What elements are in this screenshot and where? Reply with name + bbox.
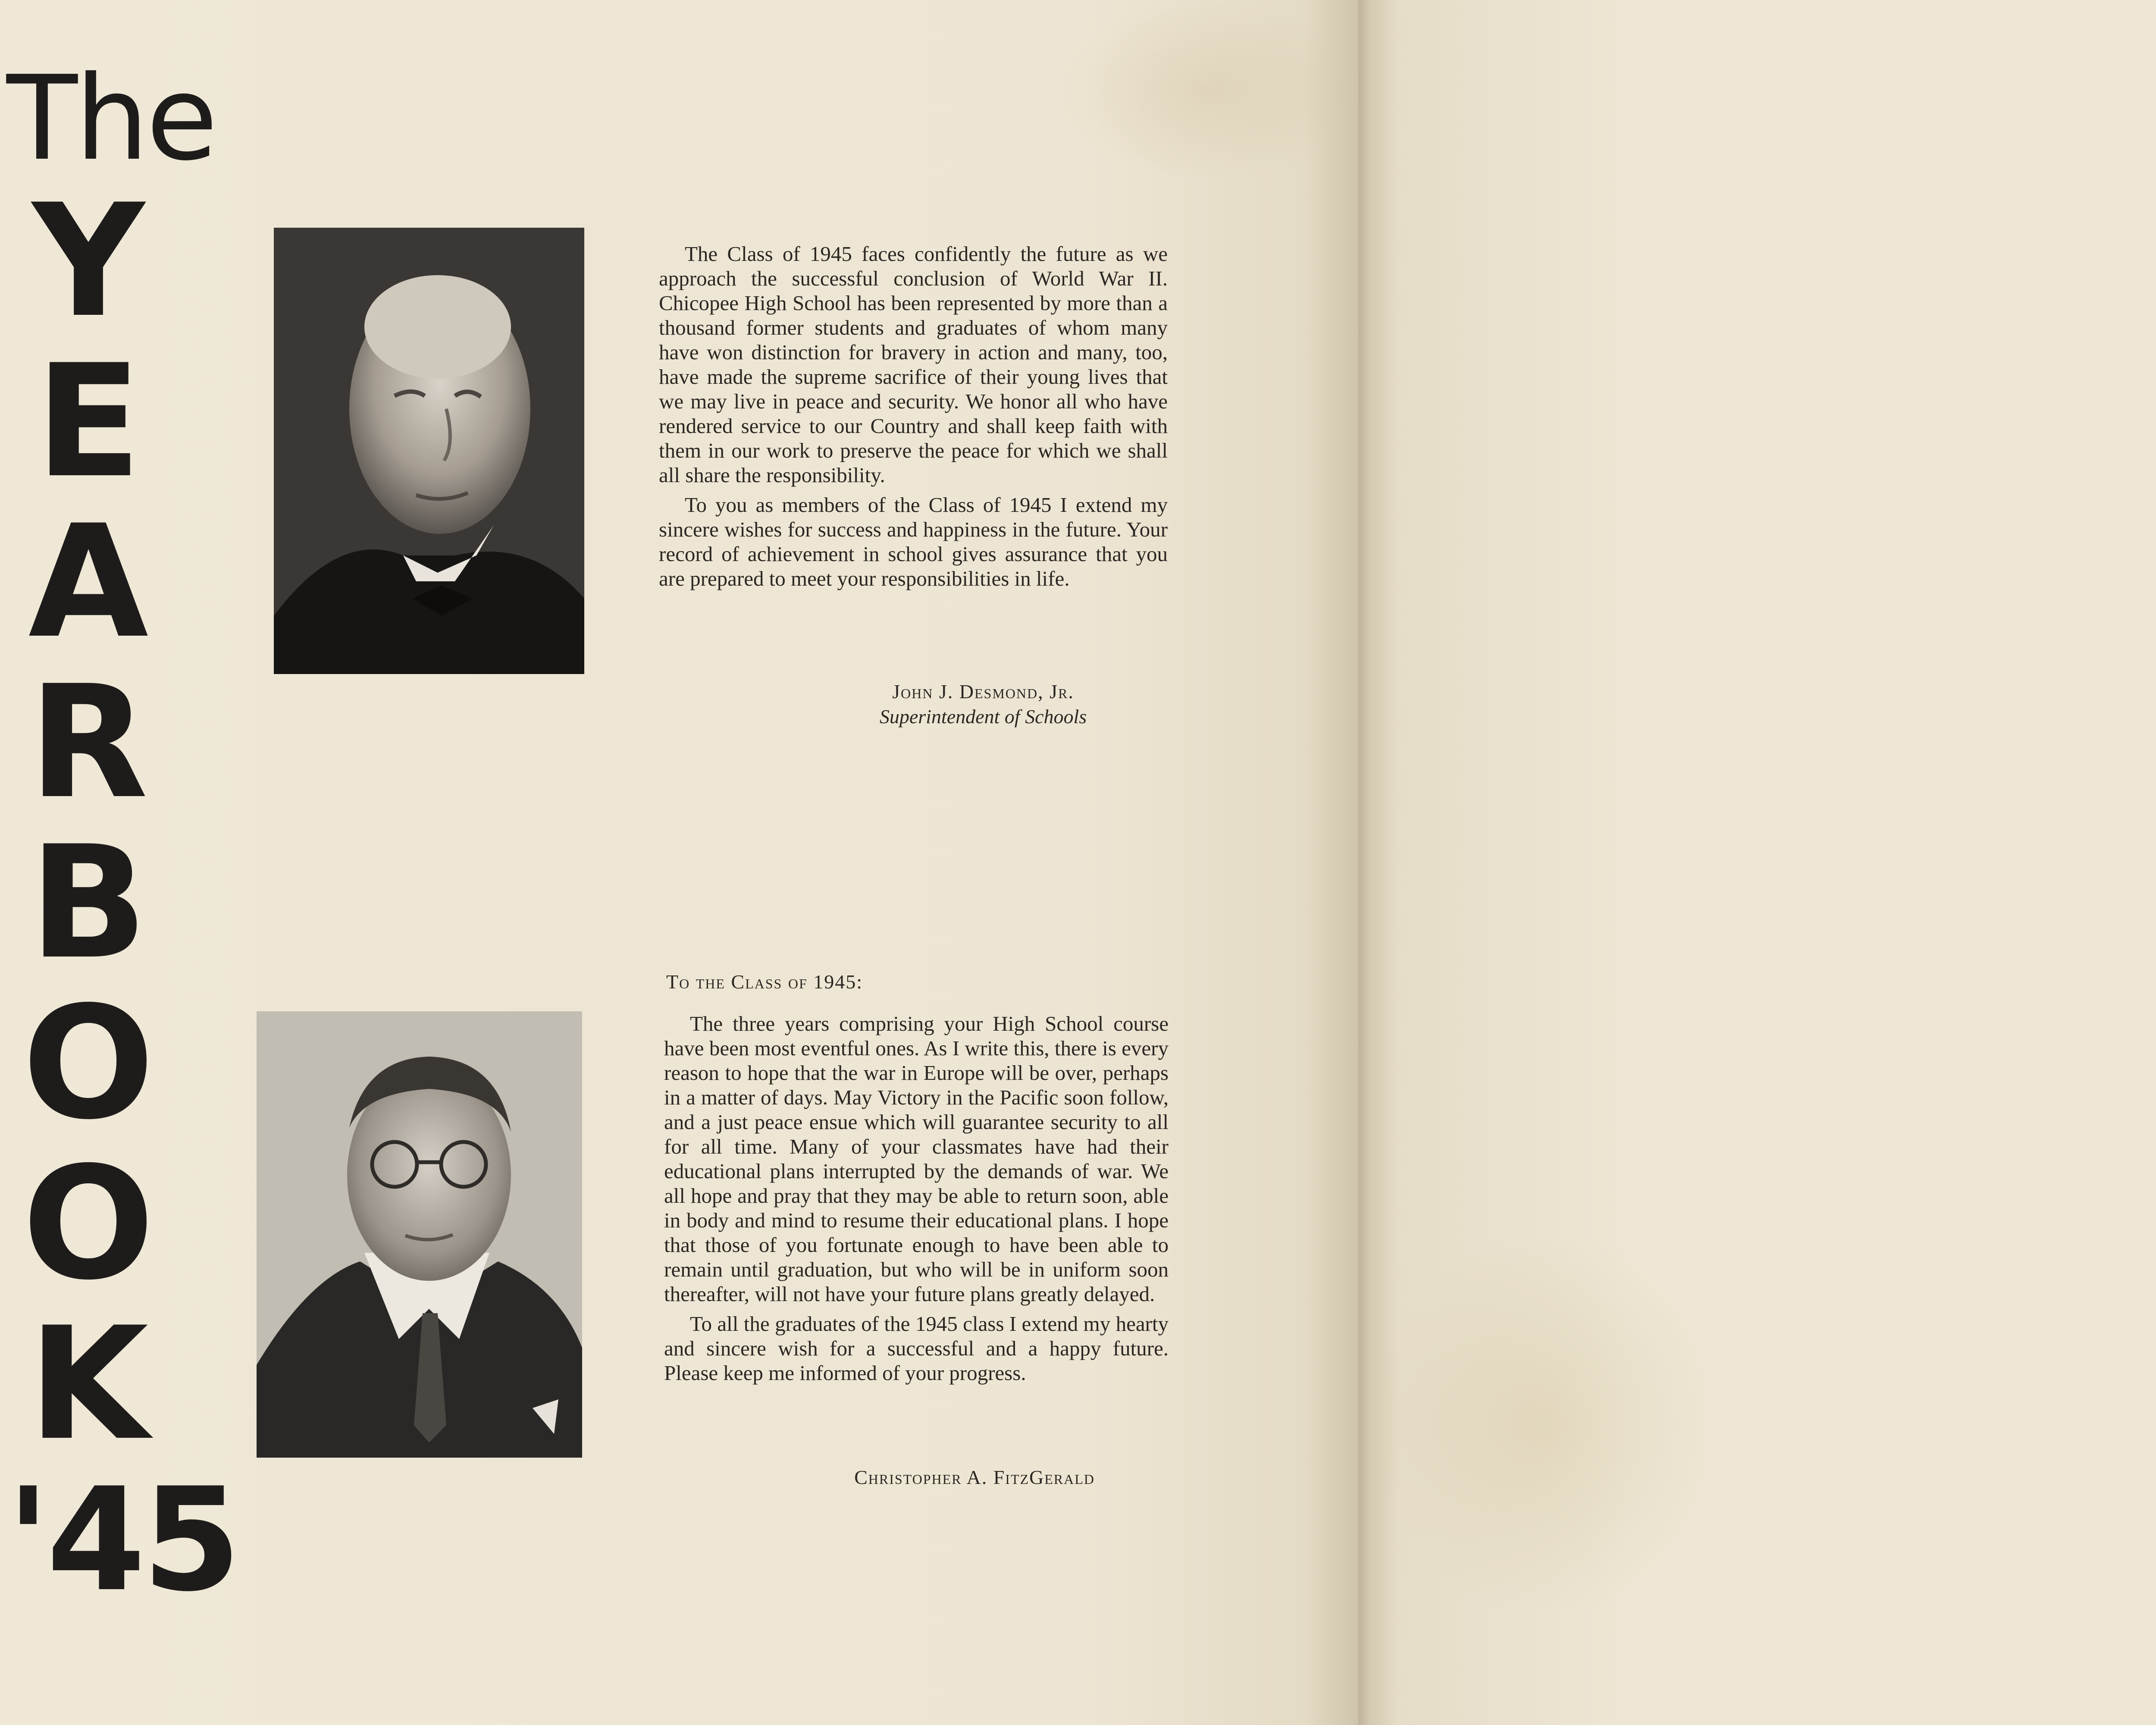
letter-paragraph: To you as members of the Class of 1945 I extend my sincere wishes for success and happiness in the future. Your record of achievement in school gives assurance that you are prepared to meet your responsibilities in life.	[659, 493, 1168, 590]
title-letter: E	[35, 331, 141, 512]
title-letter: R	[28, 652, 148, 833]
vertical-yearbook-title-left	[6, 50, 238, 1623]
book-gutter	[1358, 0, 1371, 1725]
portrait-drawing	[257, 1011, 582, 1458]
letter-paragraph: The Class of 1945 faces confidently the future as we approach the successful conclusion of World War II. Chicopee High School has been represented by more than a thousand former students and graduates of whom many have won distinction for bravery in action and many, too, have made the supreme sacrifice of their young lives that we may live in peace and security. We honor all who have rendered service to our Country and shall keep faith with them in our work to preserve the peace for which we shall all share the responsibility.	[659, 242, 1168, 487]
title-letter: B	[29, 812, 148, 993]
title-letter: K	[28, 1294, 149, 1474]
title-the: The	[6, 50, 216, 186]
principal-signature	[802, 1465, 1147, 1490]
portrait-drawing	[274, 228, 584, 674]
principal-portrait	[257, 1011, 582, 1458]
title-letter: O	[22, 973, 155, 1154]
signature-name: John J. Desmond, Jr.	[892, 681, 1074, 703]
principal-letter	[664, 1011, 1169, 1390]
signature-name: Christopher A. FitzGerald	[854, 1466, 1095, 1488]
title-letter: O	[22, 1133, 155, 1314]
superintendent-signature	[819, 679, 1147, 729]
title-letters	[6, 171, 170, 1474]
title-letter: A	[28, 492, 149, 672]
signature-title: Superintendent of Schools	[879, 706, 1087, 728]
superintendent-portrait	[274, 228, 584, 674]
letter-paragraph: To all the graduates of the 1945 class I extend my hearty and sincere wish for a successful and a happy future. Please keep me informed of your progress.	[664, 1312, 1169, 1385]
title-year: '45	[6, 1457, 238, 1623]
principal-letter-salutation: To the Class of 1945:	[666, 971, 863, 993]
superintendent-letter	[659, 242, 1168, 596]
title-letter: Y	[32, 171, 145, 351]
right-page	[1358, 0, 2156, 1725]
letter-paragraph: The three years comprising your High School course have been most eventful ones. As I write this, there is every reason to hope that the war in Europe will be over, perhaps in a matter of days. May Victory in the Pacific soon follow, and a just peace ensue which will guarantee security to all for all time. Many of your classmates have had their educational plans interrupted by the demands of war. We all hope and pray that they may be able to return soon, able in body and mind to resume their educational plans. I hope that those of you fortunate enough to have been able to remain until graduation, but who will be in uniform soon thereafter, will not have your future plans greatly delayed.	[664, 1012, 1169, 1306]
